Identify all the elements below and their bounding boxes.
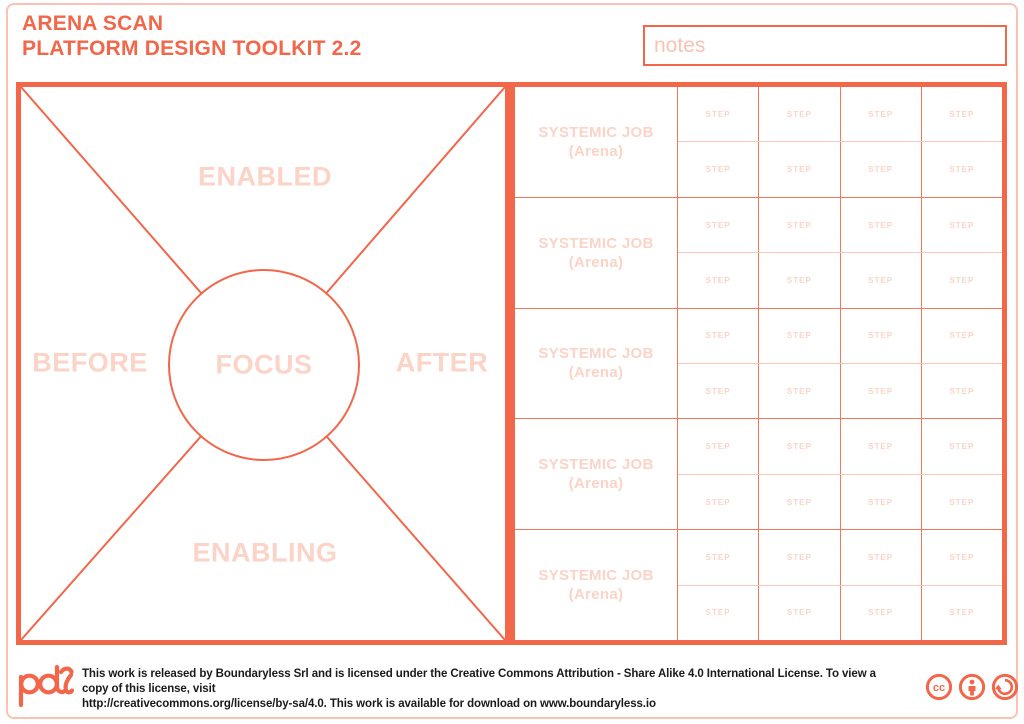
step-cell[interactable]: STEP [758, 309, 839, 363]
systemic-job-label: SYSTEMIC JOB (Arena) [515, 309, 678, 419]
step-cell[interactable]: STEP [705, 220, 731, 230]
step-cell[interactable]: STEP [840, 253, 921, 307]
step-cell[interactable]: STEP [921, 475, 1002, 529]
step-cell[interactable]: STEP [758, 419, 839, 473]
step-row [678, 253, 1002, 307]
systemic-jobs-panel [510, 82, 1007, 645]
arena-region-before: BEFORE [32, 347, 148, 378]
step-row [678, 475, 1002, 529]
step-cell[interactable]: STEP [705, 608, 731, 618]
step-cell[interactable]: STEP [758, 586, 839, 640]
step-cell[interactable]: STEP [758, 475, 839, 529]
step-cell[interactable]: STEP [705, 497, 731, 507]
page-title [22, 11, 361, 61]
step-cell[interactable]: STEP [921, 530, 1002, 584]
pdt-logo [16, 663, 74, 709]
step-cell[interactable]: STEP [705, 442, 731, 452]
step-cell[interactable]: STEP [840, 198, 921, 252]
step-cell[interactable]: STEP [758, 87, 839, 141]
job-steps [678, 530, 1002, 640]
step-cell[interactable]: STEP [840, 364, 921, 418]
systemic-job-row [515, 529, 1002, 640]
step-cell[interactable]: STEP [705, 275, 731, 285]
step-cell[interactable]: STEP [840, 87, 921, 141]
page-title-line1: ARENA SCAN [22, 12, 164, 35]
systemic-job-row [515, 87, 1002, 197]
step-row [678, 142, 1002, 196]
step-cell[interactable]: STEP [840, 475, 921, 529]
step-cell[interactable]: STEP [840, 419, 921, 473]
step-cell[interactable]: STEP [758, 253, 839, 307]
license-line1: This work is released by Boundaryless Srl and is licensed under the Creative Commons Attribution - Share Alike 4.0 International License. To view a copy of this license, visit [82, 668, 876, 695]
systemic-job-label: SYSTEMIC JOB (Arena) [515, 198, 678, 308]
step-cell[interactable]: STEP [705, 386, 731, 396]
step-cell[interactable]: STEP [705, 165, 731, 175]
step-row [678, 530, 1002, 585]
job-steps [678, 309, 1002, 419]
systemic-job-row [515, 418, 1002, 529]
step-cell[interactable]: STEP [840, 530, 921, 584]
step-row [678, 198, 1002, 253]
share-alike-icon [991, 673, 1019, 701]
systemic-job-row [515, 197, 1002, 308]
systemic-job-label: SYSTEMIC JOB (Arena) [515, 419, 678, 529]
step-row [678, 364, 1002, 418]
notes-placeholder: notes [654, 33, 706, 57]
step-cell[interactable]: STEP [921, 419, 1002, 473]
cc-icon [925, 673, 953, 701]
step-cell[interactable]: STEP [921, 253, 1002, 307]
arena-region-focus: FOCUS [215, 349, 313, 380]
cc-license-icons [925, 673, 1019, 701]
step-cell[interactable]: STEP [921, 364, 1002, 418]
step-cell[interactable]: STEP [921, 87, 1002, 141]
arena-region-after: AFTER [395, 347, 489, 378]
arena-region-enabling: ENABLING [192, 537, 338, 568]
step-cell[interactable]: STEP [758, 198, 839, 252]
step-cell[interactable]: STEP [705, 331, 731, 341]
step-cell[interactable]: STEP [921, 309, 1002, 363]
step-row [678, 309, 1002, 364]
step-row [678, 419, 1002, 474]
attribution-icon [958, 673, 986, 701]
step-cell[interactable]: STEP [921, 586, 1002, 640]
page-title-line2: PLATFORM DESIGN TOOLKIT 2.2 [22, 37, 362, 60]
step-cell[interactable]: STEP [840, 586, 921, 640]
arena-scan-panel [16, 82, 510, 645]
notes-input[interactable] [643, 25, 1007, 66]
step-row [678, 87, 1002, 142]
step-cell[interactable]: STEP [758, 142, 839, 196]
svg-text:cc: cc [932, 682, 946, 694]
step-cell[interactable]: STEP [921, 198, 1002, 252]
step-cell[interactable]: STEP [840, 309, 921, 363]
job-steps [678, 419, 1002, 529]
job-steps [678, 198, 1002, 308]
license-text [82, 667, 882, 712]
systemic-job-label: SYSTEMIC JOB (Arena) [515, 87, 678, 197]
arena-region-enabled: ENABLED [197, 161, 333, 192]
step-cell[interactable]: STEP [921, 142, 1002, 196]
step-cell[interactable]: STEP [705, 552, 731, 562]
step-cell[interactable]: STEP [840, 142, 921, 196]
systemic-job-row [515, 308, 1002, 419]
step-cell[interactable]: STEP [758, 364, 839, 418]
license-line2: http://creativecommons.org/license/by-sa/4.0. This work is available for download on www.boundaryless.io [82, 698, 656, 710]
step-cell[interactable]: STEP [758, 530, 839, 584]
step-cell[interactable]: STEP [705, 109, 731, 119]
systemic-job-label: SYSTEMIC JOB (Arena) [515, 530, 678, 640]
job-steps [678, 87, 1002, 197]
step-row [678, 586, 1002, 640]
footer [0, 655, 1024, 717]
